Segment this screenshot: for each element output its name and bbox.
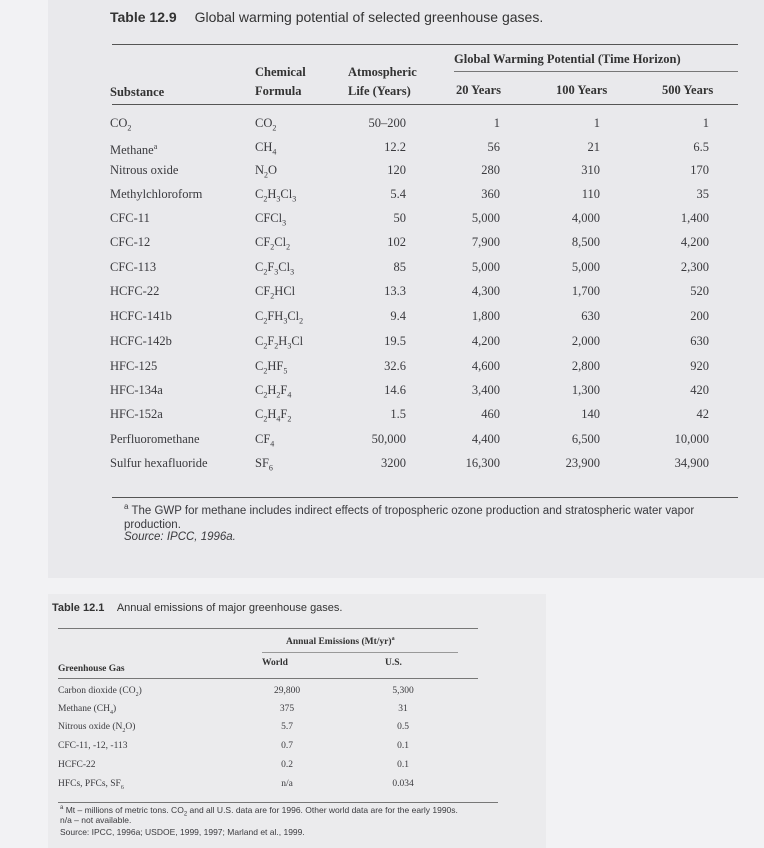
subscript: 6 [120,784,124,791]
substance-cell: HFC-125 [110,359,158,373]
gwp-20-cell: 360 [481,187,500,201]
subscript: 3 [290,267,295,277]
table-number: Table 12.1 [52,602,105,614]
table-12-1-source: Source: IPCC, 1996a; USDOE, 1999, 1997; Marland et al., 1999. [60,827,305,837]
gas-cell: Nitrous oxide $(N_2O)$ [58,722,136,734]
life-cell: 19.5 [384,334,406,348]
formula-cell: $CF_2HCl$ [255,284,296,301]
gwp-20-cell: 460 [481,407,500,421]
subscript: 2 [287,414,292,424]
table-12-1-caption [52,602,342,614]
header-100-years: 100 Years [556,83,608,97]
subscript: 2 [263,390,268,400]
substance-cell: Methane$^a$ [110,142,158,158]
subscript: 3 [276,194,281,204]
gwp-500-cell: 4,200 [680,235,709,249]
substance-cell: Sulfur hexafluoride [110,456,208,470]
subscript: 4 [287,390,292,400]
subscript: 2 [264,170,269,180]
gwp-20-cell: 1 [493,116,500,130]
gwp-100-cell: 630 [581,309,600,323]
substance-cell: HFC-152a [110,407,163,421]
us-cell: 0.1 [397,760,409,770]
table-12-1-page [48,594,546,848]
gwp-100-cell: 6,500 [571,432,600,446]
table-12-1-footnote: $^a$ Mt – millions of metric tons. $CO_2$ and all U.S. data are for 1996. Other world data are for the early 1990s. [60,804,458,818]
subscript: 2 [127,123,132,133]
gwp-500-cell: 420 [690,383,709,397]
subscript: 2 [276,390,281,400]
formula-cell: CFCl$_3$ [255,211,287,228]
subscript: 4 [109,709,113,716]
formula-cell: $CF_4$ [255,432,275,449]
substance-cell: Perfluoromethane [110,432,200,446]
gwp-100-cell: 1,700 [571,284,600,298]
formula-cell: $C_2F_2H_3Cl$ [255,334,304,351]
gwp-500-cell: 1 [702,116,709,130]
world-cell: n/a [281,779,293,789]
life-cell: 14.6 [384,383,406,397]
substance-cell: HFC-134a [110,383,163,397]
gwp-20-cell: 4,400 [471,432,500,446]
subscript: 3 [283,316,288,326]
gas-cell: HFCs, PFCs, $SF_6$ [58,779,124,791]
subscript: 2 [263,267,268,277]
subscript: 2 [270,242,275,252]
subscript: 2 [122,727,126,734]
header-life-1: Atmospheric [348,65,417,79]
gwp-100-cell: 310 [581,163,600,177]
subscript: 2 [263,414,268,424]
header-annual-emissions: Annual Emissions $(Mt/yr)^a$ [286,636,395,648]
subscript: 3 [292,194,297,204]
gwp-500-cell: 920 [690,359,709,373]
header-formula-2: Formula [255,84,302,98]
gwp-500-cell: 520 [690,284,709,298]
subscript: 6 [268,463,273,473]
world-cell: 375 [279,704,295,714]
header-greenhouse-gas: Greenhouse Gas [58,664,125,674]
life-cell: 13.3 [384,284,406,298]
subscript: 2 [135,691,139,698]
subscript: 4 [270,439,275,449]
formula-cell: $SF_6$ [255,456,273,473]
gwp-20-cell: 1,800 [471,309,500,323]
life-cell: 120 [387,163,406,177]
gwp-20-cell: 7,900 [471,235,500,249]
substance-cell: Methylchloroform [110,187,203,201]
subscript: 2 [263,316,268,326]
table-title: Annual emissions of major greenhouse gases. [116,602,343,614]
subscript: 5 [283,366,288,376]
substance-cell: CFC-11 [110,211,150,225]
gwp-20-cell: 280 [481,163,500,177]
life-cell: 1.5 [390,407,406,421]
life-cell: 50–200 [368,116,406,130]
formula-cell: $C_2FH_3Cl_2$ [255,309,304,326]
header-life-2: Life (Years) [348,84,411,98]
life-cell: 3200 [381,456,406,470]
formula-cell: $CO_2$ [255,116,277,133]
subscript: 4 [272,147,277,157]
header-500-years: 500 Years [662,83,714,97]
us-cell: 0.1 [397,741,409,751]
substance-cell: HCFC-22 [110,284,160,298]
gwp-100-cell: 140 [581,407,600,421]
footnote-text: The GWP for methane includes indirect effects of tropospheric ozone production and stratospheric water vapor production. [124,504,695,531]
gwp-500-cell: 630 [690,334,709,348]
header-us: U.S. [385,658,402,668]
formula-cell: $C_2H_4F_2$ [255,407,292,424]
header-rule [58,678,478,679]
gwp-500-cell: 42 [696,407,709,421]
formula-cell: $C_2F_3Cl_3$ [255,260,295,277]
gwp-100-cell: 8,500 [571,235,600,249]
gwp-500-cell: 6.5 [693,140,709,154]
subscript: 4 [276,414,281,424]
gas-cell: CFC-11, -12, -113 [58,741,128,751]
substance-cell: HCFC-141b [110,309,172,323]
life-cell: 5.4 [390,187,406,201]
gwp-20-cell: 56 [487,140,500,154]
footnote-mark: a [124,502,129,511]
gwp-20-cell: 3,400 [471,383,500,397]
us-cell: 0.034 [392,779,414,789]
gwp-500-cell: 170 [690,163,709,177]
gwp-100-cell: 110 [581,187,600,201]
gwp-500-cell: 200 [690,309,709,323]
gwp-100-cell: 2,000 [571,334,600,348]
table-12-1-footnote-na: n/a – not available. [60,815,132,825]
gwp-100-cell: 23,900 [565,456,600,470]
gwp-500-cell: 1,400 [680,211,709,225]
subscript: 3 [282,218,287,228]
top-rule [58,628,478,629]
subscript: 2 [263,341,268,351]
table-title: Global warming potential of selected greenhouse gases. [194,9,544,25]
subscript: 2 [272,123,277,133]
gwp-500-cell: 35 [696,187,709,201]
gwp-20-cell: 4,200 [471,334,500,348]
header-rule [112,104,738,105]
gwp-500-cell: 34,900 [674,456,709,470]
subscript: 2 [299,316,304,326]
footnote-ref: a [153,142,158,151]
gwp-100-cell: 1 [593,116,600,130]
subscript: 3 [287,341,292,351]
substance-cell: HCFC-142b [110,334,172,348]
subscript: 3 [274,267,279,277]
gwp-100-cell: 21 [587,140,600,154]
table-12-9-footnote [124,500,744,532]
gas-cell: Carbon dioxide $(CO_2)$ [58,686,142,698]
formula-cell: $CH_4$ [255,140,277,157]
world-cell: 0.2 [281,760,293,770]
us-cell: 31 [398,704,408,714]
header-world: World [262,658,288,668]
top-rule [112,44,738,45]
header-gwp-group: Global Warming Potential (Time Horizon) [454,52,681,66]
table-12-9-source: Source: IPCC, 1996a. [124,531,236,543]
header-formula-1: Chemical [255,65,306,79]
world-cell: 29,800 [273,686,301,696]
gas-cell: HCFC-22 [58,760,96,770]
table-12-9-caption [110,9,543,25]
life-cell: 9.4 [390,309,406,323]
table-number: Table 12.9 [110,9,177,25]
life-cell: 102 [387,235,406,249]
table-12-9-page [48,0,764,578]
header-20-years: 20 Years [456,83,502,97]
life-cell: 50 [393,211,406,225]
life-cell: 12.2 [384,140,406,154]
gwp-20-cell: 16,300 [465,456,500,470]
life-cell: 32.6 [384,359,406,373]
gwp-100-cell: 4,000 [571,211,600,225]
substance-cell: $CO_2$ [110,116,132,133]
formula-cell: $C_2H_3Cl_3$ [255,187,297,204]
us-cell: 5,300 [392,686,414,696]
subscript: 2 [274,341,279,351]
formula-cell: $C_2HF_5$ [255,359,288,376]
header-substance: Substance [110,85,165,99]
subscript: 2 [263,366,268,376]
gwp-500-cell: 2,300 [680,260,709,274]
substance-cell: CFC-113 [110,260,157,274]
gwp-100-cell: 1,300 [571,383,600,397]
subscript: 2 [263,194,268,204]
substance-cell: CFC-12 [110,235,151,249]
us-cell: 0.5 [397,722,409,732]
gwp-group-rule [454,71,738,72]
gwp-20-cell: 4,600 [471,359,500,373]
substance-cell: Nitrous oxide [110,163,179,177]
group-rule [262,652,458,653]
gas-cell: Methane $(CH_4)$ [58,704,117,716]
gwp-20-cell: 4,300 [471,284,500,298]
life-cell: 85 [393,260,406,274]
bottom-rule [112,497,738,498]
subscript: 2 [286,242,291,252]
world-cell: 5.7 [281,722,293,732]
gwp-20-cell: 5,000 [471,260,500,274]
gwp-500-cell: 10,000 [674,432,709,446]
subscript: 2 [270,291,275,301]
world-cell: 0.7 [281,741,293,751]
gwp-20-cell: 5,000 [471,211,500,225]
formula-cell: $N_2O$ [255,163,278,180]
gwp-100-cell: 5,000 [571,260,600,274]
formula-cell: $CF_2Cl_2$ [255,235,291,252]
formula-cell: $C_2H_2F_4$ [255,383,292,400]
life-cell: 50,000 [371,432,406,446]
gwp-100-cell: 2,800 [571,359,600,373]
